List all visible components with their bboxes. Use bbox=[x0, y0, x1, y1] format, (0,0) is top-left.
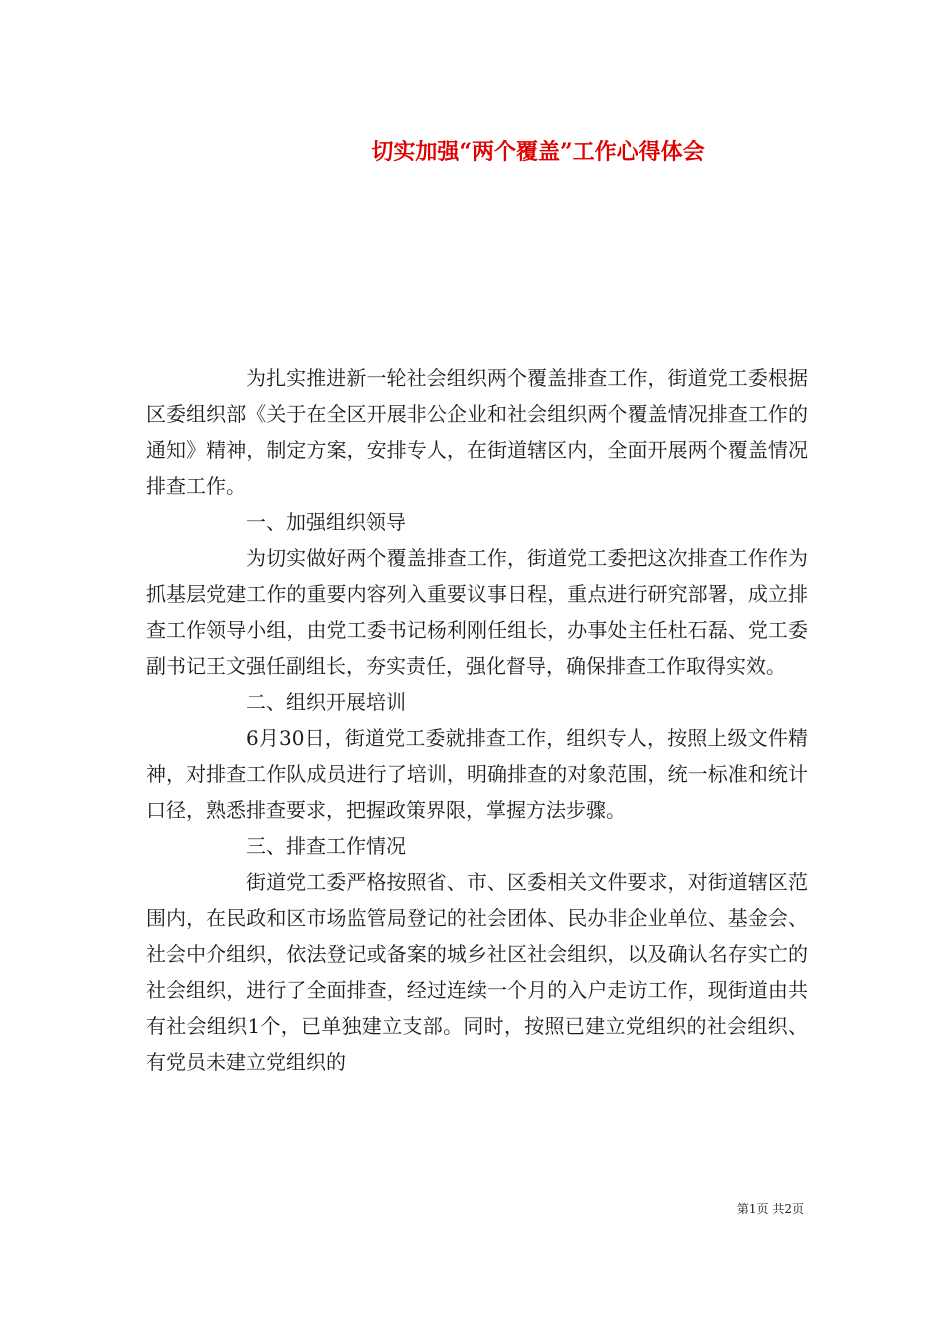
paragraph-section-2: 6月30日，街道党工委就排查工作，组织专人，按照上级文件精神，对排查工作队成员进行了培训，明确排查的对象范围，统一标准和统计口径，熟悉排查要求，把握政策界限，掌握方法步骤。 bbox=[146, 726, 808, 822]
section-heading-3: 三、排查工作情况 bbox=[246, 834, 406, 858]
document-body bbox=[146, 360, 808, 1080]
paragraph-section-3: 街道党工委严格按照省、市、区委相关文件要求，对街道辖区范围内，在民政和区市场监管局登记的社会团体、民办非企业单位、基金会、社会中介组织，依法登记或备案的城乡社区社会组织，以及确认名存实亡的社会组织，进行了全面排查，经过连续一个月的入户走访工作，现街道由共有社会组织1个，已单独建立支部。同时，按照已建立党组织的社会组织、有党员未建立党组织的 bbox=[146, 870, 808, 1074]
paragraph-section-1: 为切实做好两个覆盖排查工作，街道党工委把这次排查工作作为抓基层党建工作的重要内容列入重要议事日程，重点进行研究部署，成立排查工作领导小组，由党工委书记杨利刚任组长，办事处主任杜石磊、党工委副书记王文强任副组长，夯实责任，强化督导，确保排查工作取得实效。 bbox=[146, 546, 808, 678]
section-heading-2: 二、组织开展培训 bbox=[246, 690, 406, 714]
paragraph-intro: 为扎实推进新一轮社会组织两个覆盖排查工作，街道党工委根据区委组织部《关于在全区开展非公企业和社会组织两个覆盖情况排查工作的通知》精神，制定方案，安排专人，在街道辖区内，全面开展两个覆盖情况排查工作。 bbox=[146, 366, 808, 498]
section-heading-1: 一、加强组织领导 bbox=[246, 510, 406, 534]
page-number-footer: 第1页 共2页 bbox=[736, 1202, 804, 1216]
document-title: 切实加强“两个覆盖”工作心得体会 bbox=[371, 139, 705, 165]
